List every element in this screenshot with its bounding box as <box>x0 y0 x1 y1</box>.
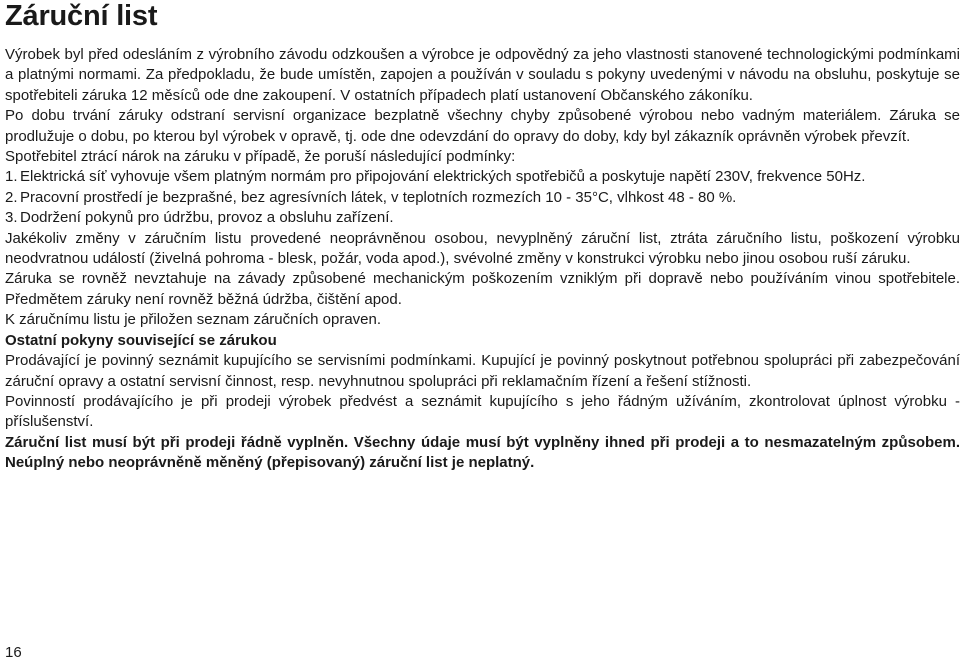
invalidation-paragraph: Jakékoliv změny v záručním listu provedené neoprávněnou osobou, nevyplněný záruční list, ztráta záručního listu, poškození výrobku neodvratnou událostí (živelná pohroma - blesk, požár, voda apod.), svévolné změny v konstrukci výrobku nebo jinou osobou ruší záruku. <box>5 229 960 268</box>
list-item <box>5 167 960 187</box>
exclusion-paragraph: Záruka se rovněž nevztahuje na závady způsobené mechanickým poškozením vzniklým při dopravě nebo používáním vinou spotřebitele. Předmětem záruky není rovněž běžná údržba, čištění apod. <box>5 270 960 308</box>
section-heading: Ostatní pokyny související se zárukou <box>5 331 277 349</box>
list-item-number: 1. <box>5 168 18 186</box>
conditions-intro: Spotřebitel ztrácí nárok na záruku v případě, že poruší následující podmínky: <box>5 148 516 166</box>
list-item-number: 2. <box>5 188 18 206</box>
warranty-extension-paragraph: Po dobu trvání záruky odstraní servisní organizace bezplatně všechny chyby způsobené výrobou nebo vadným materiálem. Záruka se prodlužuje o dobu, po kterou byl výrobek v opravě, tj. ode dne odevzdání do opravy do doby, kdy byl zákazník oprávněn výrobek převzít. <box>5 107 960 145</box>
seller-demo-paragraph: Povinností prodávajícího je při prodeji výrobek předvést a seznámit kupujícího s jeho řádným užíváním, zkontrolovat úplnost výrobku - příslušenství. <box>5 392 960 431</box>
list-item <box>5 188 960 208</box>
list-item-number: 3. <box>5 209 18 227</box>
list-item-text: Dodržení pokynů pro údržbu, provoz a obsluhu zařízení. <box>20 209 394 227</box>
page-title: Záruční list <box>5 0 158 32</box>
list-item-text: Elektrická síť vyhovuje všem platným normám pro připojování elektrických spotřebičů a poskytuje napětí 230V, frekvence 50Hz. <box>20 168 866 186</box>
document-body <box>5 45 960 474</box>
page-number: 16 <box>5 644 22 661</box>
list-item <box>5 208 960 228</box>
final-note: Záruční list musí být při prodeji řádně vyplněn. Všechny údaje musí být vyplněny ihned při prodeji a to nesmazatelným způsobem. Neúplný nebo neoprávněně měněný (přepisovaný) záruční list je neplatný. <box>5 433 960 472</box>
seller-obligation-paragraph: Prodávající je povinný seznámit kupujícího se servisními podmínkami. Kupující je povinný poskytnout potřebnou spolupráci při zabezpečování záruční opravy a ostatní servisní činnost, resp. nevyhnutnou spolupráci při reklamačním řízení a řešení stížnosti. <box>5 352 960 390</box>
conditions-list <box>5 167 960 228</box>
intro-paragraph: Výrobek byl před odesláním z výrobního závodu odzkoušen a výrobce je odpovědný za jeho vlastnosti stanovené technologickými podmínkami a platnými normami. Za předpokladu, že bude umístěn, zapojen a používán v souladu s pokyny uvedenými v návodu na obsluhu, poskytuje se spotřebiteli záruka 12 měsíců ode dne zakoupení. V ostatních případech platí ustanovení Občanského zákoníku. <box>5 46 960 104</box>
list-item-text: Pracovní prostředí je bezprašné, bez agresívních látek, v teplotních rozmezích 10 - 35°C, vlhkost 48 - 80 %. <box>20 188 737 206</box>
document-page <box>5 0 960 662</box>
service-list-note: K záručnímu listu je přiložen seznam záručních opraven. <box>5 311 382 329</box>
